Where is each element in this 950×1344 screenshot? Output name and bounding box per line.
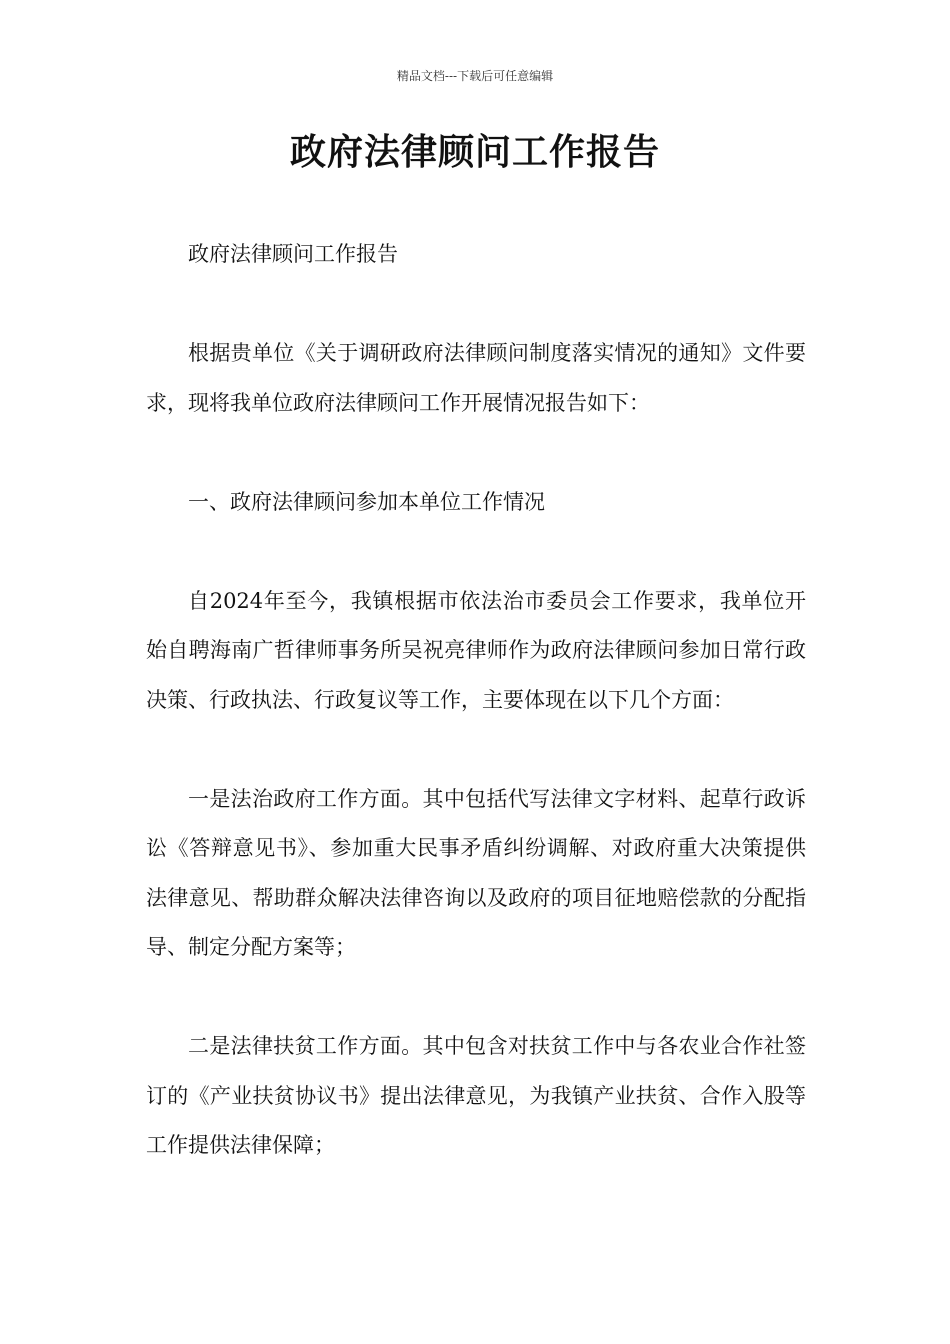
paragraph-gap: [146, 725, 806, 775]
paragraph-gap: [146, 527, 806, 577]
paragraph-gap: [146, 973, 806, 1023]
document-title: 政府法律顾问工作报告: [289, 131, 660, 173]
section-heading: 一、政府法律顾问参加本单位工作情况: [188, 489, 545, 514]
paragraph-gap: [146, 428, 806, 478]
paragraph-gap: [146, 280, 806, 330]
document-body: [146, 230, 806, 1171]
paragraph-point-two: 二是法律扶贫工作方面。其中包含对扶贫工作中与各农业合作社签订的《产业扶贫协议书》提出法律意见，为我镇产业扶贫、合作入股等工作提供法律保障；: [146, 1034, 806, 1157]
paragraph-intro: 根据贵单位《关于调研政府法律顾问制度落实情况的通知》文件要求，现将我单位政府法律顾问工作开展情况报告如下：: [146, 341, 806, 415]
paragraph-overview: 自2024年至今，我镇根据市依法治市委员会工作要求，我单位开始自聘海南广哲律师事务所吴祝亮律师作为政府法律顾问参加日常行政决策、行政执法、行政复议等工作，主要体现在以下几个方面：: [146, 588, 806, 712]
paragraph-point-one: 一是法治政府工作方面。其中包括代写法律文字材料、起草行政诉讼《答辩意见书》、参加重大民事矛盾纠纷调解、对政府重大决策提供法律意见、帮助群众解决法律咨询以及政府的项目征地赔偿款的分配指导、制定分配方案等；: [146, 786, 806, 959]
header-note: 精品文档---下载后可任意编辑: [396, 69, 554, 83]
paragraph-subtitle: 政府法律顾问工作报告: [188, 242, 398, 266]
